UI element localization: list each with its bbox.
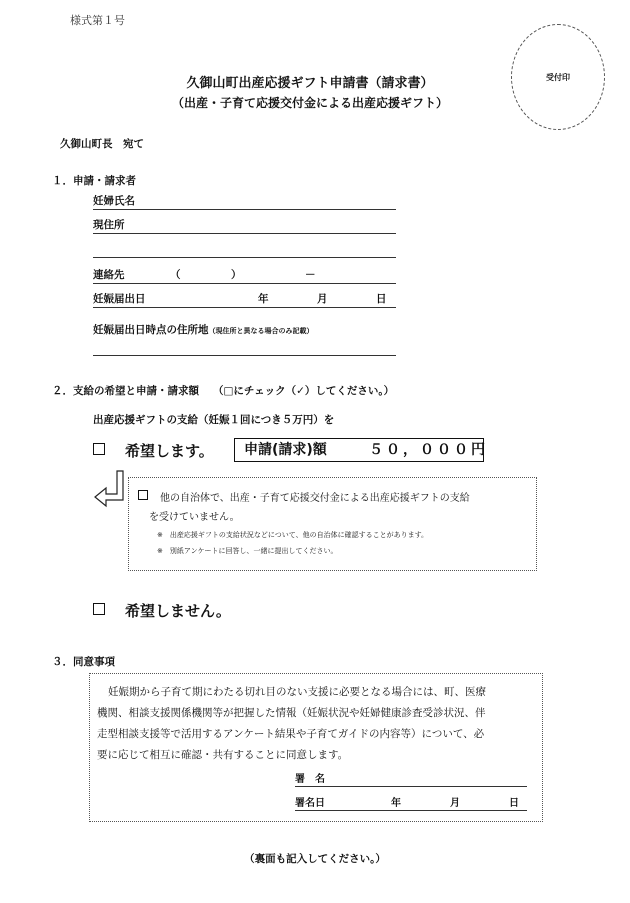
wish-option-label: 希望します。 bbox=[125, 442, 214, 460]
signature-label: 署 名 bbox=[295, 774, 325, 785]
signature-month-label: 月 bbox=[450, 798, 460, 809]
wish-checkbox[interactable] bbox=[93, 443, 105, 455]
amount-value: ５０，０００円 bbox=[369, 442, 488, 458]
arrow-left-icon bbox=[94, 470, 126, 510]
other-municipality-box bbox=[128, 477, 537, 571]
note-2: ※ 別紙アンケートに回答し、一緒に提出してください。 bbox=[157, 547, 338, 555]
other-municipality-line2: を受けていません。 bbox=[149, 512, 240, 523]
notification-date-label: 妊娠届出日 bbox=[93, 293, 146, 305]
signature-year-label: 年 bbox=[391, 798, 401, 809]
form-number: 様式第１号 bbox=[70, 14, 125, 27]
no-wish-checkbox[interactable] bbox=[93, 603, 105, 615]
contact-dash: － bbox=[305, 269, 316, 281]
notification-year-label: 年 bbox=[258, 293, 269, 305]
contact-label: 連絡先 bbox=[93, 269, 125, 281]
form-subtitle: （出産・子育て応援交付金による出産応援ギフト） bbox=[171, 96, 448, 110]
notification-day-label: 日 bbox=[376, 293, 387, 305]
section2-heading: ２．支給の希望と申請・請求額 bbox=[52, 385, 199, 397]
section2-heading-row bbox=[52, 383, 394, 398]
current-address-second-line[interactable] bbox=[93, 257, 396, 258]
consent-box bbox=[89, 673, 543, 822]
amount-label: 申請(請求)額 bbox=[244, 442, 327, 458]
address-at-notification-note: （現住所と異なる場合のみ記載） bbox=[208, 327, 314, 335]
addressee: 久御山町長 宛て bbox=[60, 138, 144, 150]
section3-heading: ３．同意事項 bbox=[52, 656, 115, 668]
address-at-notification-line[interactable] bbox=[93, 355, 396, 356]
no-wish-option-label: 希望しません。 bbox=[125, 602, 231, 620]
gift-description: 出産応援ギフトの支給（妊娠１回につき５万円）を bbox=[93, 414, 335, 426]
current-address-field[interactable] bbox=[93, 219, 396, 234]
other-municipality-checkbox[interactable] bbox=[138, 490, 148, 500]
current-address-label: 現住所 bbox=[93, 219, 125, 231]
signature-date-label: 署名日 bbox=[295, 798, 325, 809]
consent-line-2: 機関、相談支援関係機関等が把握した情報（妊娠状況や妊婦健康診査受診状況、伴 bbox=[97, 707, 486, 719]
no-wish-option-row[interactable] bbox=[93, 600, 231, 621]
contact-close-paren: ） bbox=[231, 269, 242, 281]
signature-field[interactable] bbox=[295, 772, 527, 787]
contact-field[interactable] bbox=[93, 269, 396, 284]
other-municipality-row[interactable] bbox=[138, 489, 470, 504]
consent-line-3: 走型相談支援等で活用するアンケート結果や子育てガイドの内容等）について、必 bbox=[97, 728, 485, 740]
reception-stamp-area bbox=[511, 24, 605, 130]
section1-heading: １．申請・請求者 bbox=[52, 175, 136, 187]
pregnant-name-label: 妊婦氏名 bbox=[93, 195, 135, 207]
amount-box bbox=[234, 438, 488, 462]
pregnant-name-field[interactable] bbox=[93, 195, 396, 210]
contact-open-paren: （ bbox=[170, 269, 181, 281]
form-title: 久御山町出産応援ギフト申請書（請求書） bbox=[186, 76, 434, 91]
consent-line-4: 要に応じて相互に確認・共有することに同意します。 bbox=[97, 749, 349, 761]
other-municipality-line1: 他の自治体で、出産・子育て応援交付金による出産応援ギフトの支給 bbox=[160, 493, 470, 504]
consent-line-1: 妊娠期から子育て期にわたる切れ目のない支援に必要となる場合には、町、医療 bbox=[108, 686, 486, 698]
footer-note: （裏面も記入してください。） bbox=[244, 853, 386, 865]
note-1: ※ 出産応援ギフトの支給状況などについて、他の自治体に確認することがあります。 bbox=[157, 531, 429, 539]
signature-day-label: 日 bbox=[509, 798, 519, 809]
signature-date-field[interactable] bbox=[295, 796, 527, 811]
notification-date-field[interactable] bbox=[93, 293, 396, 308]
notification-month-label: 月 bbox=[317, 293, 328, 305]
address-at-notification-label: 妊娠届出日時点の住所地（現住所と異なる場合のみ記載） bbox=[93, 324, 314, 336]
wish-option-row[interactable] bbox=[93, 440, 214, 461]
stamp-label: 受付印 bbox=[546, 73, 570, 82]
section2-instruction: （□にチェック（✓）してください。） bbox=[213, 385, 395, 397]
